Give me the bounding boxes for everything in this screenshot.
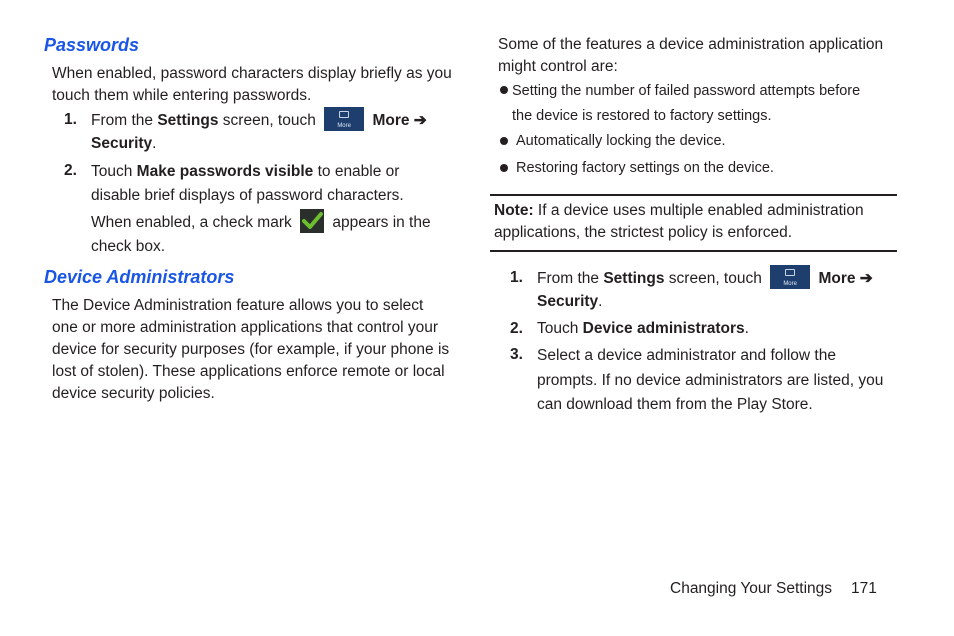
settings-label: Settings [157,112,219,130]
features-intro: Some of the features a device administration application might control are: [498,36,884,75]
note-label: Note: [494,202,534,219]
step-text: Touch Device administrators. [537,320,749,337]
step-number: 2. [510,320,523,337]
page-number: 171 [851,580,877,597]
heading-passwords: Passwords [44,35,140,55]
step-number: 1. [64,111,77,128]
check-mark-icon [300,209,324,233]
bullet-item: Automatically locking the device. [516,133,726,149]
security-label: Security [91,135,153,152]
settings-label: Settings [603,270,665,288]
bullet-dot [500,86,508,94]
heading-device-administrators: Device Administrators [44,267,235,287]
device-administrators-label: Device administrators [582,320,745,337]
check-mark-note: When enabled, a check mark appears in the check box. [91,211,431,259]
more-label: More ➔ [372,112,427,130]
step-number: 2. [64,162,77,179]
step-text-pre: From the [91,112,158,130]
step-text: Touch Make passwords visible to enable or disable brief displays of password characters. [91,163,404,204]
device-admins-body: The Device Administration feature allows you to select one or more administration applications that control your device for security purposes (for example, if your phone is lost of stolen). These applications enforce remote or local device security policies. [52,297,450,402]
step-text: Select a device administrator and follow the prompts. If no device administrators are listed, you can download them from the Play Store. [537,347,884,413]
footer-section-title: Changing Your Settings [670,580,833,597]
bullet-dot [500,164,508,172]
step-number: 3. [510,346,523,363]
bullet-dot [500,137,508,145]
step-text: From the Settings screen, touch More More ➔ Security. [91,109,451,155]
note-box [494,200,874,244]
passwords-intro: When enabled, password characters display briefly as you touch them while entering passwords. [52,65,452,104]
note-top-rule [490,194,897,196]
more-icon: More [770,265,810,289]
bullet-item: Setting the number of failed password attempts before the device is restored to factory settings. [512,83,861,124]
more-label: More ➔ [818,270,873,288]
step-text: From the Settings screen, touch More More ➔ Security. [537,267,897,313]
security-label: Security [537,293,599,310]
make-passwords-visible-label: Make passwords visible [136,163,314,180]
note-text: If a device uses multiple enabled administration applications, the strictest policy is enforced. [494,202,864,241]
step-number: 1. [510,269,523,286]
step-text-mid: screen, touch [218,112,321,130]
bullet-item: Restoring factory settings on the device. [516,160,774,176]
note-bottom-rule [490,250,897,252]
more-icon: More [324,107,364,131]
